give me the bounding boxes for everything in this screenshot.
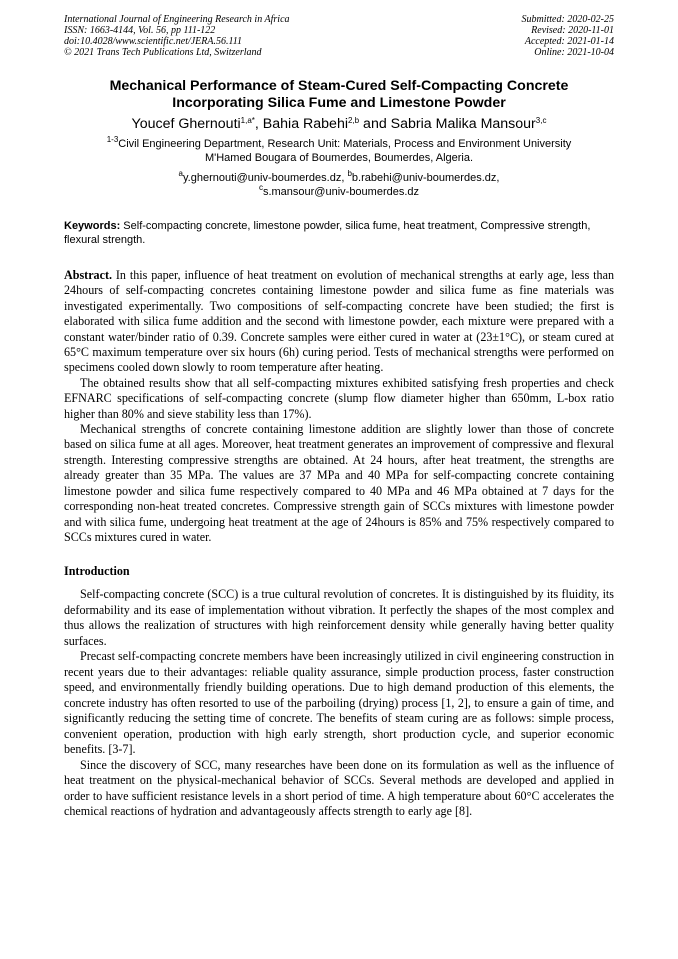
email-b[interactable]: b.rabehi@univ-boumerdes.dz, [351,172,500,184]
author-emails [64,169,614,199]
author-sup: 3,c [535,116,547,125]
date-accepted: Accepted: 2021-01-14 [524,36,614,47]
abstract-section [64,268,614,545]
journal-issn: ISSN: 1663-4144, Vol. 56, pp 111-122 [64,25,216,36]
journal-doi[interactable]: doi:10.4028/www.scientific.net/JERA.56.111 [64,36,243,47]
author-sep: , [254,116,263,132]
email-a[interactable]: y.ghernouti@univ-boumerdes.dz, [183,172,345,184]
author-name: Sabria Malika Mansour [390,116,536,132]
keywords-text: Self-compacting concrete, limestone powder, silica fume, heat treatment, Compressive strength, flexural strength. [64,220,591,246]
affiliation [64,135,614,165]
email-sup: c [258,182,263,192]
keywords [64,220,614,247]
date-submitted: Submitted: 2020-02-25 [521,14,614,25]
abstract-paragraph [64,268,614,376]
paper-title [64,78,614,112]
email-c[interactable]: s.mansour@univ-boumerdes.dz [262,185,420,198]
affiliation-line-2: M'Hamed Bougara of Boumerdes, Boumerdes, Algeria. [204,151,474,164]
author-list [64,115,614,133]
journal-info [64,14,290,58]
journal-header [64,14,614,58]
abstract-paragraph: Mechanical strengths of concrete containing limestone addition are slightly lower than those of concrete based on silica fume at all ages. Moreover, heat treatment generates an improvement of compressive and flexural strength. Interesting compressive strengths are obtained. At 24 hours, after heat treatment, the strengths are already greater than 35 MPa. The values are 37 MPa and 40 MPa for self-compacting concrete containing limestone powder and silica fume respectively compared to 40 MPa and 46 MPa obtained at 7 days for the corresponding non-heat treated concretes. Compressive strength gain of SCCs mixtures with limestone powder and with silica fume, undergoing heat treatment at the age of 24hours is 85% and 75% respectively compared to SCCs mixtures cured in water. [64,422,614,544]
title-line-1: Mechanical Performance of Steam-Cured Self-Compacting Concrete [109,78,569,94]
abstract-paragraph: The obtained results show that all self-compacting mixtures exhibited satisfying fresh properties and check EFNARC specifications of self-compacting concrete (slump flow diameter higher than 650mm, L-box ratio higher than 80% and sieve stability less than 17%). [64,375,614,421]
author-sup: 2,b [347,116,360,125]
abstract-label: Abstract. [64,268,113,282]
date-online: Online: 2021-10-04 [534,47,614,58]
keywords-label: Keywords: [64,220,121,232]
abstract-text: In this paper, influence of heat treatment on evolution of mechanical strengths at early age, less than 24hours of self-compacting concretes containing limestone powder and silica fume as fine materials was investigated experimentally. Two compositions of self-compacting concrete have been studied; the first is elaborated with silica fume addition and the second with limestone powder, each mixture were prepared with a constant water/binder ratio of 0.39. Concrete samples were either cured in water at (23±1°C), or steam cured at 65°C maximum temperature over six hours (6h) curing period. Tests of mechanical strengths were performed on specimens cooled down slowly to room temperature after heating. [64,268,614,375]
author-sep: and [359,116,391,132]
author-name: Bahia Rabehi [262,116,348,132]
body-paragraph: Precast self-compacting concrete members have been increasingly utilized in civil engineering construction in recent years due to their advantages: reliable quality assurance, simple production process, faster construction speed, and environmentally friendly building operations. Due to high demand production of this elements, the concrete industry has often resorted to use of the parboiling (drying) process [1, 2], to ensure a gain of time, and significantly reducing the setting time of concrete. The benefits of steam curing are as follows: simple process, convenient operation, production with high early strength, short production cycle, and superior economic benefits. [3-7]. [64,649,614,757]
journal-name: International Journal of Engineering Research in Africa [64,14,290,25]
author-sup: 1,a* [240,116,255,125]
author-name: Youcef Ghernouti [131,116,241,132]
introduction-section [64,564,614,820]
affiliation-line-1: Civil Engineering Department, Research Unit: Materials, Process and Environment University [118,138,572,150]
journal-copyright: © 2021 Trans Tech Publications Ltd, Switzerland [64,47,262,58]
publication-dates [522,14,615,58]
email-sup: b [347,169,352,178]
section-heading: Introduction [64,564,130,579]
body-paragraph: Self-compacting concrete (SCC) is a true cultural revolution of concretes. It is distinguished by its fluidity, its deformability and its ease of implementation without vibration. It perfectly the shapes of the most complex and thus allows the realization of structures with high reinforcement density while generally having better quality surfaces. [64,587,614,648]
email-sup: a [178,169,183,178]
body-paragraph: Since the discovery of SCC, many researches have been done on its formulation as well as the influence of heat treatment on the physical-mechanical behavior of SCCs. Several methods are developed and applied in order to have sufficient resistance levels in a short period of time. A high temperature about 60°C accelerates the chemical reactions of hydration and advantageously affects strength to early age [8]. [64,757,614,819]
affiliation-sup: 1-3 [106,135,119,144]
date-revised: Revised: 2020-11-01 [531,25,614,36]
title-line-2: Incorporating Silica Fume and Limestone Powder [172,95,506,111]
